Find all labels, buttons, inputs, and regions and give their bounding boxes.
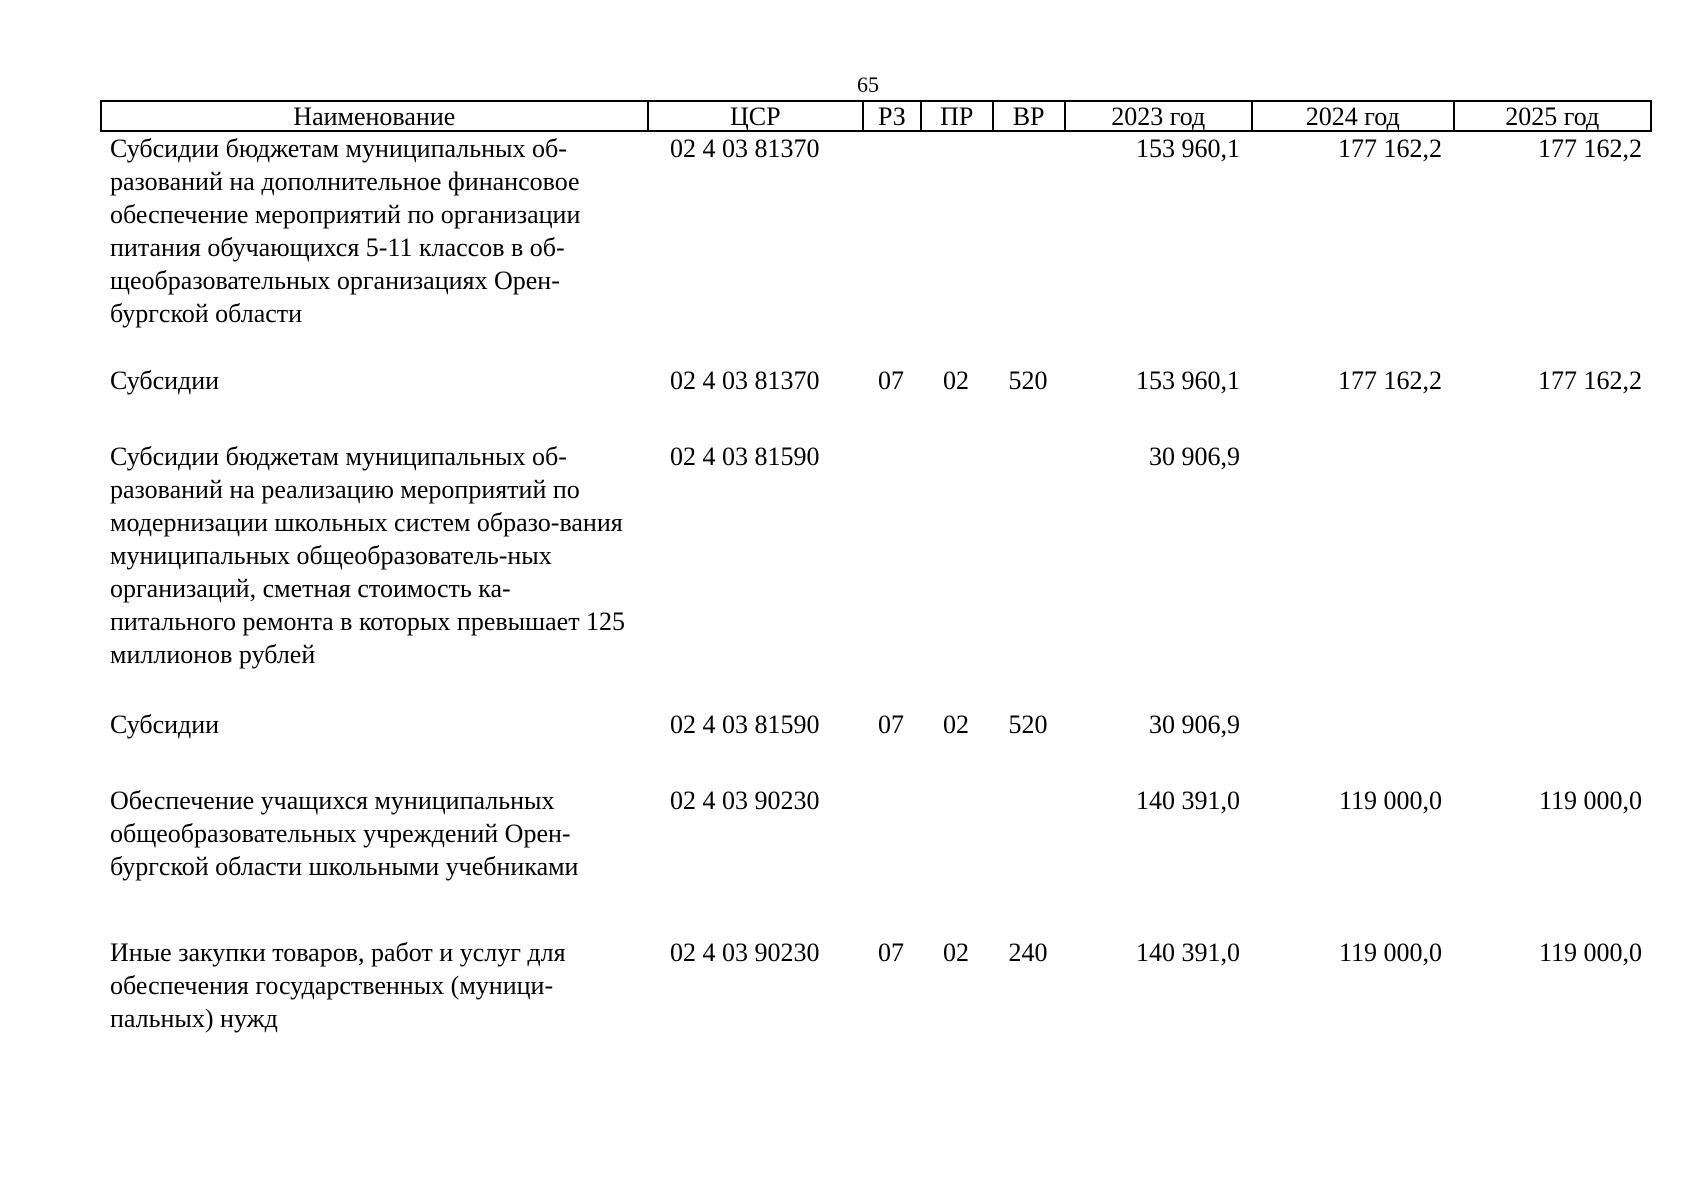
header-2024: 2024 год: [1251, 102, 1452, 130]
row-2024: [1252, 708, 1454, 784]
row-vr: 240: [1008, 938, 1048, 967]
row-2024: 177 162,2: [1338, 366, 1442, 395]
row-2023: 30 906,9: [1149, 710, 1240, 739]
row-name: Субсидии: [110, 710, 220, 739]
row-2023: 30 906,9: [1149, 442, 1240, 471]
header-pr: ПР: [920, 102, 992, 130]
row-2024: 119 000,0: [1338, 786, 1442, 815]
row-pr: [920, 440, 992, 708]
row-2025: 119 000,0: [1538, 938, 1642, 967]
row-vr: [992, 132, 1064, 364]
row-rz: [862, 440, 920, 708]
row-rz: [862, 784, 920, 936]
row-pr: 02: [943, 710, 969, 739]
row-2024: 119 000,0: [1338, 938, 1442, 967]
row-rz: 07: [878, 366, 904, 395]
row-csr: 02 4 03 81590: [670, 710, 820, 739]
header-vr: ВР: [992, 102, 1064, 130]
row-2025: 119 000,0: [1538, 786, 1642, 815]
table-row: [100, 708, 1652, 784]
header-2025: 2025 год: [1453, 102, 1650, 130]
table-row: [100, 364, 1652, 440]
row-2025: 177 162,2: [1538, 366, 1642, 395]
row-pr: 02: [943, 938, 969, 967]
row-2023: 140 391,0: [1136, 786, 1240, 815]
row-csr: 02 4 03 90230: [670, 786, 820, 815]
row-2025: [1454, 440, 1652, 708]
row-csr: 02 4 03 81370: [670, 134, 820, 163]
table-header: [100, 100, 1652, 132]
row-vr: 520: [1008, 710, 1048, 739]
row-rz: 07: [878, 710, 904, 739]
header-csr: ЦСР: [647, 102, 862, 130]
row-2025: [1454, 708, 1652, 784]
row-2024: 177 162,2: [1338, 134, 1442, 163]
budget-table: [100, 100, 1652, 1046]
table-row: [100, 440, 1652, 708]
row-vr: 520: [1008, 366, 1048, 395]
row-2023: 153 960,1: [1136, 366, 1240, 395]
row-csr: 02 4 03 81370: [670, 366, 820, 395]
header-2023: 2023 год: [1064, 102, 1252, 130]
page-number: 65: [857, 72, 879, 97]
row-name: Обеспечение учащихся муниципальных общеобразовательных учреждений Орен-бургской области школьными учебниками: [110, 786, 579, 881]
row-2023: 140 391,0: [1136, 938, 1240, 967]
row-csr: 02 4 03 81590: [670, 442, 820, 471]
header-name: Наименование: [293, 102, 456, 131]
row-2025: 177 162,2: [1538, 134, 1642, 163]
row-vr: [992, 440, 1064, 708]
row-name: Субсидии бюджетам муниципальных об-разований на дополнительное финансовое обеспечение мероприятий по организации питания обучающихся 5-11 классов в об-щеобразовательных организациях Орен-бургской области: [110, 134, 581, 328]
row-pr: [920, 784, 992, 936]
header-rz: РЗ: [862, 102, 920, 130]
row-vr: [992, 784, 1064, 936]
row-rz: [862, 132, 920, 364]
row-rz: 07: [878, 938, 904, 967]
row-pr: 02: [943, 366, 969, 395]
table-row: [100, 784, 1652, 936]
row-pr: [920, 132, 992, 364]
row-2024: [1252, 440, 1454, 708]
table-row: [100, 132, 1652, 364]
row-name: Субсидии бюджетам муниципальных об-разований на реализацию мероприятий по модернизации школьных систем образо-вания муниципальных общеобразователь-ных организаций, сметная стоимость ка-питального ремонта в которых превышает 125 миллионов рублей: [110, 442, 626, 669]
row-2023: 153 960,1: [1136, 134, 1240, 163]
row-name: Иные закупки товаров, работ и услуг для обеспечения государственных (муници-пальных) нужд: [110, 938, 566, 1033]
table-row: [100, 936, 1652, 1046]
row-name: Субсидии: [110, 366, 220, 395]
row-csr: 02 4 03 90230: [670, 938, 820, 967]
